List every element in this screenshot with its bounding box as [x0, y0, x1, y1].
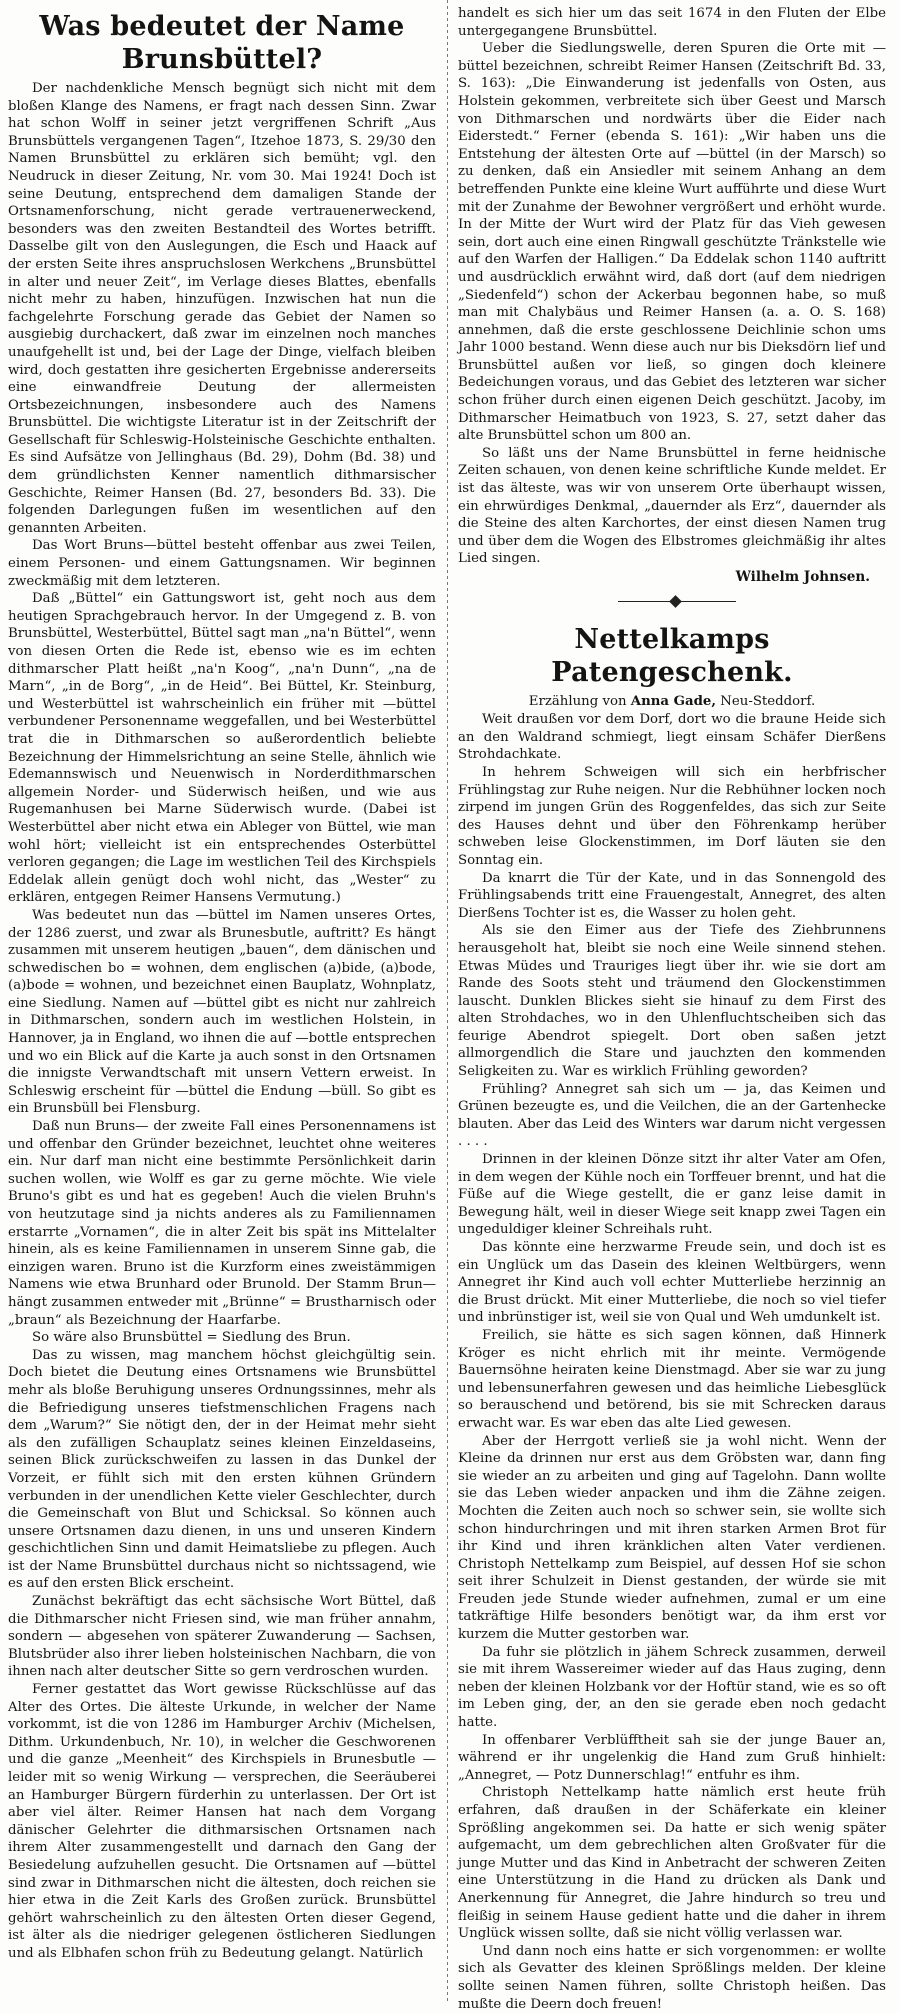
- byline-prefix: Erzählung von: [528, 693, 627, 709]
- column-right: [458, 5, 886, 2013]
- divider-diamond-icon: [669, 595, 682, 608]
- article-paragraph: Ueber die Siedlungswelle, deren Spuren die Orte mit —büttel bezeichnen, schreibt Reimer Hansen (Zeitschrift Bd. 33, S. 163): „Die Einwanderung ist jedenfalls von Osten, aus Holstein gekommen, verbreitete sich über Geest und Marsch von Dithmarschen und nordwärts über die Eider nach Eiderstedt.“ Ferner (ebenda S. 161): „Wir haben uns die Entstehung der ältesten Orte auf —büttel (in der Marsch) so zu denken, daß ein Ansiedler mit seinem Anhang an dem betreffenden Punkte eine kleine Wurt aufführte und diese Wurt mit der Zunahme der Bewohner vergrößert und erhöht wurde. In der Mitte der Wurt wird der Platz für das Vieh gewesen sein, dort auch eine einen Ringwall geschützte Tränkstelle wie auf den Warfen der Halligen.“ Da Eddelak schon 1140 auftritt und ausdrücklich erwähnt wird, daß dort (auf dem niedrigen „Siedenfeld“) schon der Ackerbau begonnen habe, so muß man mit Chalybäus und Reimer Hansen (a. a. O. S. 168) annehmen, daß die erste geschlossene Deichlinie schon ums Jahr 1000 bestand. Wenn diese auch nur bis Dieksdörn lief und Brunsbüttel außen vor ließ, so gingen doch kleinere Bedeichungen voraus, und das Gebiet des letzteren war sicher schon früher durch einen eigenen Deich geschützt. Jacoby, im Dithmarscher Heimatbuch von 1923, S. 27, setzt daher das alte Brunsbüttel schon um 800 an.: [458, 41, 886, 444]
- story-paragraph: Da knarrt die Tür der Kate, und in das Sonnengold des Frühlingsabends tritt eine Frauengestalt, Annegret, des alten Dierßens Tochter ist es, die Wasser zu holen geht.: [458, 870, 886, 921]
- article-paragraph: So wäre also Brunsbüttel = Siedlung des Brun.: [32, 1330, 351, 1346]
- article-paragraph-continued: handelt es sich hier um das seit 1674 in den Fluten der Elbe untergegangene Brunsbüttel.: [458, 6, 886, 39]
- byline-author: Anna Gade,: [630, 693, 717, 709]
- story-paragraph: Frühling? Annegret sah sich um — ja, das Keimen und Grünen bezeugte es, und die Veilchen, die an der Gartenhecke blauten. Aber das Leid des Winters war darum nicht vergessen . . . .: [458, 1081, 886, 1150]
- article-paragraph: So läßt uns der Name Brunsbüttel in ferne heidnische Zeiten schauen, von denen keine schriftliche Kunde meldet. Er ist das älteste, was wir von unserem Orte überhaupt wissen, ein ehrwürdiges Denkmal, „dauernder als Erz“, dauernder als die Steine des alten Karchortes, der einst diesen Namen trug und über dem die Wogen des Elbstromes gleichmäßig ihr altes Lied singen.: [458, 445, 886, 567]
- story-paragraph: Als sie den Eimer aus der Tiefe des Ziehbrunnens herausgeholt hat, bleibt sie noch eine Weile sinnend stehen. Etwas Müdes und Trauriges liegt über ihr. wie sie dort am Rande des Soots steht und träumend den Glockenstimmen lauscht. Dunklen Blickes sieht sie hinauf zu dem First des alten Strohdaches, wo in den Uhlenfluchtscheiben sich das feurige Abendrot spiegelt. Dort oben saßen jetzt allmorgendlich die Stare und jauchzten den kommenden Seligkeiten zu. War es wirklich Frühling geworden?: [458, 923, 886, 1080]
- story-paragraph: Da fuhr sie plötzlich in jähem Schreck zusammen, derweil sie mit ihrem Wassereimer wieder auf das Haus zuging, denn neben der kleinen Holzbank vor der Hoftür stand, wie es so oft im Leben ging, der, an den sie gerade eben noch gedacht hatte.: [458, 1644, 886, 1731]
- article-paragraph: Das Wort Bruns—büttel besteht offenbar aus zwei Teilen, einem Personen- und einem Gattungsnamen. Wir beginnen zweckmäßig mit dem letzteren.: [8, 538, 436, 589]
- article-paragraph: Der nachdenkliche Mensch begnügt sich nicht mit dem bloßen Klange des Namens, er fragt nach dessen Sinn. Zwar hat schon Wolff in seiner jetzt vergriffenen Schrift „Aus Brunsbüttels vergangenen Tagen“, Itzehoe 1873, S. 29/30 den Namen Brunsbüttel zu erklären sich bemüht; vgl. den Neudruck in dieser Zeitung, Nr. vom 30. Mai 1924! Doch ist seine Deutung, entsprechend dem damaligen Stande der Ortsnamenforschung, nicht gerade vertrauenerweckend, besonders was den zweiten Bestandteil des Wortes betrifft. Dasselbe gilt von den Auslegungen, die Esch und Haack auf der ersten Seite ihres anspruchslosen Werkchens „Brunsbüttel in alter und neuer Zeit“, im Verlage dieses Blattes, ebenfalls nicht mehr zu haben, hinzufügen. Inzwischen hat nun die fachgelehrte Forschung gerade das Gebiet der Namen so ausgiebig durchackert, daß zwar im einzelnen noch manches unaufgehellt ist und, bei der Lage der Dinge, vielfach bleiben wird, doch gestatten ihre gesicherten Ergebnisse andererseits eine einwandfreie Deutung der allermeisten Ortsbezeichnungen, insbesondere auch des Namens Brunsbüttel. Die wichtigste Literatur ist in der Zeitschrift der Gesellschaft für Schleswig-Holsteinische Geschichte enthalten. Es sind Aufsätze von Jellinghaus (Bd. 29), Dohm (Bd. 38) und dem gründlichsten Kenner namentlich dithmarsischer Geschichte, Reimer Hansen (Bd. 27, besonders Bd. 33). Die folgenden Darlegungen fußen im wesentlichen auf den genannten Arbeiten.: [8, 81, 436, 536]
- story-paragraph: Aber der Herrgott verließ sie ja wohl nicht. Wenn der Kleine da drinnen nur erst aus dem Gröbsten war, dann fing sie wieder an zu arbeiten und ging auf Tagelohn. Dann wollte sie das Leben wieder anpacken und ihm die Zähne zeigen. Mochten die Zeiten auch noch so schwer sein, sie wollte sich schon hindurchringen und mit ihren starken Armen Brot für ihr Kind und ihren kränklichen alten Vater verdienen. Christoph Nettelkamp zum Beispiel, auf dessen Hof sie schon seit ihrer Schulzeit in Dienst gestanden, der würde sie mit Freuden jede Stunde wieder aufnehmen, zumal er um eine tatkräftige Hilfe besonders benötigt war, da ihm erst vor kurzem die Mutter gestorben war.: [458, 1433, 886, 1643]
- byline-place: Neu-Steddorf.: [720, 693, 816, 709]
- story-paragraph: In hehrem Schweigen will sich ein herbfrischer Frühlingstag zur Ruhe neigen. Nur die Rebhühner locken noch zirpend im jungen Grün des Roggenfeldes, das sich zur Seite des Hauses dehnt und über den Föhrenkamp herüber schweben leise Glockenstimmen, im Dorf läuten sie den Sonntag ein.: [458, 764, 886, 868]
- article-paragraph: Daß „Büttel“ ein Gattungswort ist, geht noch aus dem heutigen Sprachgebrauch hervor. In der Umgegend z. B. von Brunsbüttel, Westerbüttel, Büttel sagt man „na'n Büttel“, wenn von diesen Orten die Rede ist, ebenso wie es im echten dithmarscher Platt heißt „na'n Koog“, „na'n Dunn“, „na de Marn“, „in de Borg“, „in de Heid“. Bei Büttel, Kr. Steinburg, und Westerbüttel ist wahrscheinlich ein früher mit —büttel verbundener Personenname weggefallen, und bei Westerbüttel trat die in Dithmarschen so außerordentlich beliebte Bezeichnung der Himmelsrichtung an seine Stelle, ähnlich wie Edemannswisch und Neuenwisch in Norderdithmarschen allgemein Norder- und Süderwisch heißen, und wie aus Rugemanhusen bei Marne Süderwisch wurde. (Dabei ist Westerbüttel aber nicht etwa ein Ableger von Büttel, wie man wohl hört; vielleicht ist ein entsprechendes Osterbüttel verloren gegangen; die Lage im westlichen Teil des Kirchspiels Eddelak allein genügt doch wohl nicht, das „Wester“ zu erklären, entgegen Reimer Hansens Vermutung.): [8, 591, 436, 906]
- story-paragraph: Drinnen in der kleinen Dönze sitzt ihr alter Vater am Ofen, in dem wegen der Kühle noch ein Torffeuer brennt, und hat die Füße auf die Wiege gestellt, die er ganz leise damit in Bewegung hält, weil in dieser Wiege seit knapp zwei Tagen ein ungeduldiger kleiner Schreihals ruht.: [458, 1152, 886, 1238]
- column-left: [8, 0, 436, 1963]
- article-paragraph: Zunächst bekräftigt das echt sächsische Wort Büttel, daß die Dithmarscher nicht Friesen sind, wie man früher annahm, sondern — abgesehen von späterer Zuwanderung — Sachsen, Blutsbrüder also ihrer lieben holsteinischen Nachbarn, die von ihnen nach alter deutscher Sitte so gern verdroschen wurden.: [8, 1594, 436, 1680]
- article-title-patengeschenk: Nettelkamps Patengeschenk.: [551, 623, 793, 688]
- story-paragraph: Freilich, sie hätte es sich sagen können, daß Hinnerk Kröger es nicht ehrlich mit ihr meinte. Vermögende Bauernsöhne heiraten keine Dienstmagd. Aber sie war zu jung und lebensunerfahren gewesen und das heimliche Liebesglück so berauschend und betörend, bis sie mit Schrecken daraus erwacht war. Es war eben das alte Lied gewesen.: [458, 1327, 886, 1431]
- article-paragraph: Ferner gestattet das Wort gewisse Rückschlüsse auf das Alter des Ortes. Die älteste Urkunde, in welcher der Name vorkommt, ist die von 1286 im Hamburger Archiv (Michelsen, Dithm. Urkundenbuch, Nr. 10), in welcher die Geschworenen und die ganze „Meenheit“ des Kirchspiels in Brunesbutle — leider mit so wenig Wirkung — versprechen, die Seeräuberei an Hamburger Bürgern fürderhin zu unterlassen. Der Ort ist aber viel älter. Reimer Hansen hat nach dem Vorgang dänischer Gelehrter die dithmarsischen Ortsnamen nach ihrem Alter zusammengestellt und darnach den Gang der Besiedelung aufzuhellen gesucht. Die Ortsnamen auf —büttel sind zwar in Dithmarschen nicht die ältesten, doch reichen sie hier etwa in die Zeit Karls des Großen zurück. Brunsbüttel gehört wahrscheinlich zu den ältesten Orten dieser Gegend, ist älter als die niedriger gelegenen östlicheren Siedlungen und als Elbhafen schon früh zu Bedeutung gelangt. Natürlich: [8, 1682, 436, 1961]
- story-paragraph: Christoph Nettelkamp hatte nämlich erst heute früh erfahren, daß draußen in der Schäferkate ein kleiner Sprößling angekommen sei. Da hatte er sich wenig später aufgemacht, um dem gebrechlichen alten Großvater für die junge Mutter und das Kind in Anbetracht der schweren Zeiten eine Unterstützung in die Hand zu drücken als Dank und Anerkennung für Annegret, die Jahre hindurch so treu und fleißig in seinem Hause gedient hatte und die daher in ihrem Unglück wissen sollte, daß sie nicht völlig verlassen war.: [458, 1785, 886, 1942]
- section-divider: [458, 591, 886, 613]
- byline: [458, 693, 886, 711]
- article-paragraph: Was bedeutet nun das —büttel im Namen unseres Ortes, der 1286 zuerst, und zwar als Brunesbutle, auftritt? Es hängt zusammen mit unserem heutigen „bauen“, dem dänischen und schwedischen bo = wohnen, dem englischen (a)bide, (a)bode, (a)bode = wohnen, und bezeichnet einen Bauplatz, Wohnplatz, eine Siedlung. Namen auf —büttel gibt es nicht nur zahlreich in Dithmarschen, sondern auch im westlichen Holstein, in Hannover, ja in England, wo ihnen die auf —bottle entsprechen und wo ein Blick auf die Karte ja auch sonst in den Ortsnamen die innigste Verwandtschaft mit unsern Vettern erweist. In Schleswig erscheint für —büttel die Endung —büll. So gibt es ein Brunsbüll bei Flensburg.: [8, 907, 436, 1117]
- article-paragraph: Das zu wissen, mag manchem höchst gleichgültig sein. Doch bietet die Deutung eines Ortsnamens wie Brunsbüttel mehr als bloße Beruhigung unseres Ordnungssinnes, mehr als die Befriedigung unseres tiefstmenschlichen Fragens nach dem „Warum?“ Sie nötigt den, der in der Heimat mehr sieht als den zufälligen Schauplatz seines kleinen Einzeldaseins, seinen Blick zurückschweifen zu lassen in das Dunkel der Vorzeit, er fühlt sich mit den ersten kühnen Gründern verbunden in der unendlichen Kette vieler Geschlechter, durch die Gemeinschaft von Blut und Schicksal. So können auch unsere Ortsnamen dazu dienen, in uns und unseren Kindern geschichtlichen Sinn und damit Heimatsliebe zu pflegen. Auch ist der Name Brunsbüttel durchaus nicht so nichtssagend, wie es auf den ersten Blick erscheint.: [8, 1347, 436, 1592]
- article-title-brunsbuettel: Was bedeutet der Name Brunsbüttel?: [39, 11, 405, 75]
- column-divider: [447, 0, 448, 2002]
- story-paragraph: Das könnte eine herzwarme Freude sein, und doch ist es ein Unglück um das Dasein des kleinen Weltbürgers, wenn Annegret ihr Kind auch voll echter Mutterliebe herzinnig an die Brust drückt. Mit einer Mutterliebe, die noch so viel tiefer und inbrünstiger ist, weil sie von Qual und Weh umdunkelt ist.: [458, 1240, 886, 1326]
- article-paragraph: Daß nun Bruns— der zweite Fall eines Personennamens ist und offenbar den Gründer bezeichnet, leuchtet ohne weiteres ein. Nur darf man nicht eine bestimmte Persönlichkeit darin suchen wollen, wie Wolff es gar zu gerne möchte. Wie viele Bruno's gibt es und hat es gegeben! Auch die vielen Bruhn's von heutzutage sind ja nichts anderes als zu Familiennamen erstarrte „Vornamen“, die in alter Zeit bis spät ins Mittelalter hinein, als es keine Familiennamen in unserem Sinne gab, die einzigen waren. Bruno ist die Kurzform eines zweistämmigen Namens wie etwa Brunhard oder Brunold. Der Stamm Brun— hängt zusammen entweder mit „Brünne“ = Brustharnisch oder „braun“ als Bezeichnung der Haarfarbe.: [8, 1119, 436, 1328]
- story-paragraph: Und dann noch eins hatte er sich vorgenommen: er wollte sich als Gevatter des kleinen Sprößlings melden. Der kleine sollte seinen Namen führen, sollte Christoph heißen. Das mußte die Deern doch freuen!: [458, 1943, 886, 2012]
- story-paragraph: Weit draußen vor dem Dorf, dort wo die braune Heide sich an den Waldrand schmiegt, liegt einsam Schäfer Dierßens Strohdachkate.: [458, 712, 886, 763]
- story-paragraph: In offenbarer Verblüfftheit sah sie der junge Bauer an, während er ihr ungelenkig die Hand zum Gruß hinhielt: „Annegret, — Potz Dunnerschlag!“ entfuhr es ihm.: [458, 1732, 886, 1783]
- author-signature: Wilhelm Johnsen.: [735, 569, 870, 585]
